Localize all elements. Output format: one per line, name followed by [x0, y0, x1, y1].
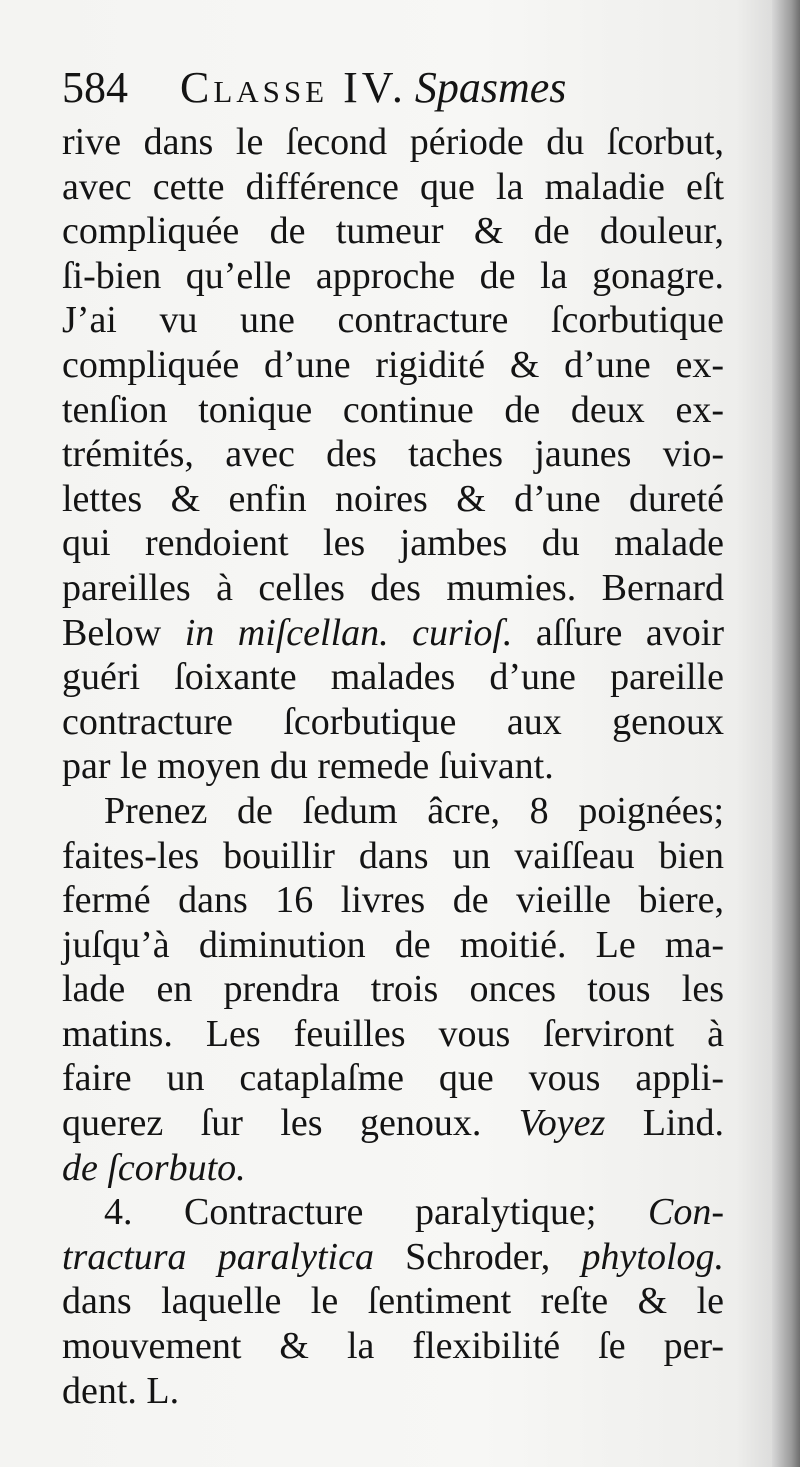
text-segment: guéri ſoixante malades d’une pareille	[62, 656, 724, 699]
text-line	[62, 1190, 724, 1235]
text-line	[62, 1101, 724, 1146]
text-line	[62, 1056, 724, 1101]
text-line	[62, 209, 724, 254]
italic-segment: tractura paralytica	[62, 1235, 374, 1278]
text-line	[62, 432, 724, 477]
text-segment: mouvement & la flexibilité ſe per-	[62, 1325, 724, 1368]
text-line	[62, 477, 724, 522]
text-line	[62, 923, 724, 968]
text-segment: ſi-bien qu’elle approche de la gonagre.	[62, 254, 724, 297]
italic-segment: phytolog.	[581, 1235, 724, 1278]
text-line	[62, 967, 724, 1012]
text-line	[62, 1235, 724, 1280]
text-segment: rive dans le ſecond période du ſcorbut,	[62, 121, 724, 163]
text-line	[62, 611, 724, 656]
text-segment: par le moyen du remede ſuivant.	[62, 745, 554, 788]
text-segment: compliquée d’une rigidité & d’une ex-	[62, 343, 724, 386]
page-gutter-shadow	[772, 0, 800, 1467]
text-line	[62, 1279, 724, 1324]
running-header	[62, 58, 722, 118]
italic-segment: Voyez	[518, 1102, 606, 1145]
text-line	[62, 521, 724, 566]
text-line	[62, 700, 724, 745]
text-line	[62, 789, 724, 834]
text-segment: avec cette différence que la maladie eſt	[62, 165, 724, 208]
text-line	[62, 388, 724, 433]
text-segment: matins. Les feuilles vous ſerviront à	[62, 1012, 724, 1055]
text-line	[62, 165, 724, 210]
body-text	[62, 120, 724, 1413]
text-segment: compliquée de tumeur & de douleur,	[62, 210, 724, 253]
text-line	[62, 254, 724, 299]
text-segment: aſſure avoir	[512, 611, 724, 654]
text-segment: faire un cataplaſme que vous appli-	[62, 1057, 724, 1100]
text-segment: querez ſur les genoux.	[62, 1102, 519, 1145]
class-label: Classe IV.	[180, 63, 407, 112]
text-segment: Below	[62, 611, 185, 654]
text-segment: Schroder,	[373, 1235, 582, 1278]
text-segment: Prenez de ſedum âcre, 8 poignées;	[104, 789, 724, 832]
text-line	[62, 566, 724, 611]
text-line	[62, 744, 724, 789]
text-segment: J’ai vu une contracture ſcorbutique	[62, 299, 724, 342]
text-segment: contracture ſcorbutique aux genoux	[62, 700, 724, 743]
text-segment: Lind.	[605, 1102, 724, 1145]
text-line	[62, 1369, 724, 1414]
text-line	[62, 343, 724, 388]
text-segment: trémités, avec des taches jaunes vio-	[62, 433, 724, 476]
text-segment: dans laquelle le ſentiment reſte & le	[62, 1280, 724, 1323]
text-line	[62, 1012, 724, 1057]
italic-segment: Con-	[648, 1191, 724, 1234]
text-line	[62, 120, 724, 165]
text-segment: pareilles à celles des mumies. Bernard	[62, 566, 724, 609]
text-line	[62, 878, 724, 923]
text-line	[62, 298, 724, 343]
text-line	[62, 1146, 724, 1191]
text-line	[62, 655, 724, 700]
text-segment: lettes & enfin noires & d’une dureté	[62, 477, 724, 520]
text-segment: lade en prendra trois onces tous les	[62, 968, 724, 1011]
page-number: 584	[62, 63, 128, 112]
text-segment: tenſion tonique continue de deux ex-	[62, 388, 724, 431]
text-segment: 4. Contracture paralytique;	[104, 1191, 648, 1234]
text-segment: juſqu’à diminution de moitié. Le ma-	[62, 923, 724, 966]
text-segment: faites-les bouillir dans un vaiſſeau bien	[62, 834, 724, 877]
italic-segment: de ſcorbuto.	[62, 1146, 246, 1189]
text-line	[62, 1324, 724, 1369]
text-segment: dent. L.	[62, 1369, 180, 1412]
italic-segment: in miſcellan. curioſ.	[184, 611, 513, 654]
text-segment: fermé dans 16 livres de vieille biere,	[62, 879, 724, 922]
class-title: Spasmes	[414, 63, 567, 112]
text-segment: qui rendoient les jambes du malade	[62, 522, 724, 565]
text-line	[62, 834, 724, 879]
